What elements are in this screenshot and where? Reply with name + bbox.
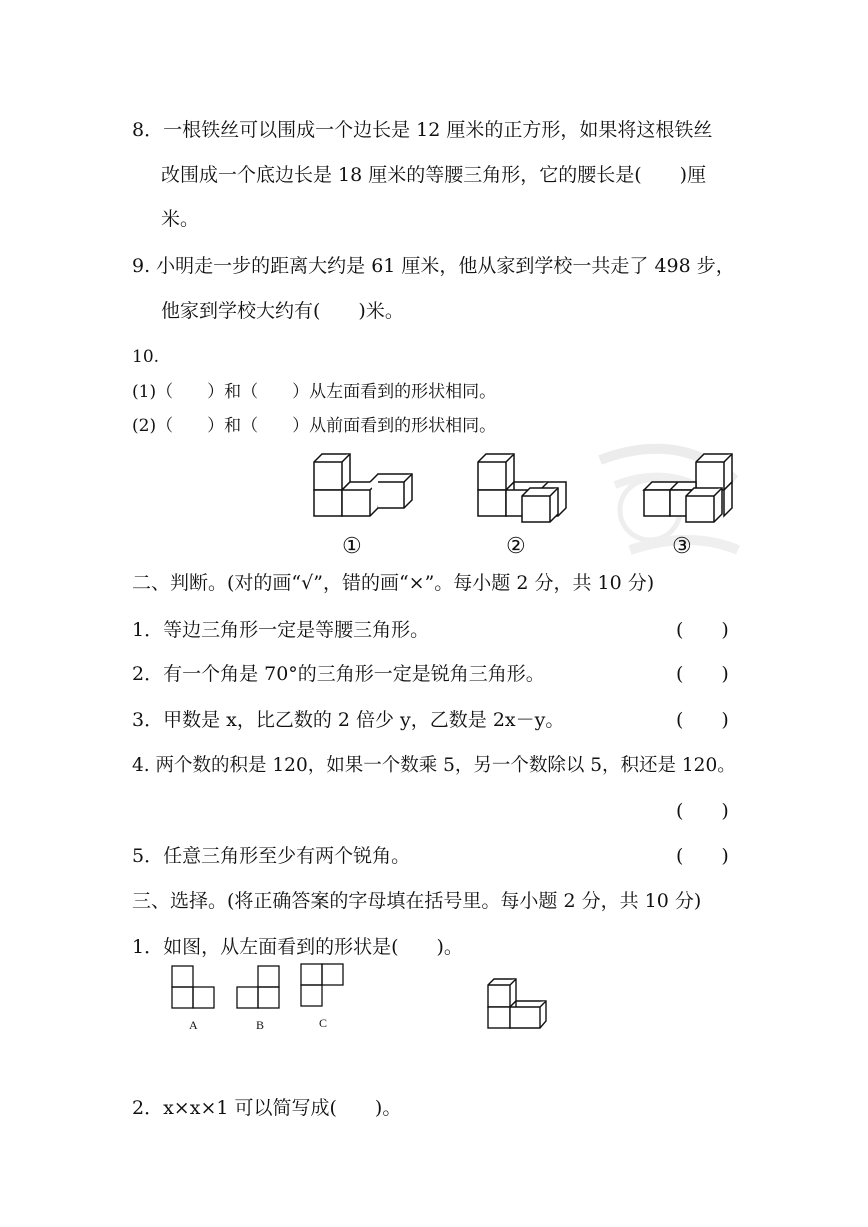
judge-item-3: 3．甲数是 x，比乙数的 2 倍少 y，乙数是 2x－y。 bbox=[132, 709, 565, 731]
question-8-line-2: 改围成一个底边长是 18 厘米的等腰三角形，它的腰长是( )厘 bbox=[161, 164, 707, 186]
question-10-part-1: (1)（ ）和（ ）从左面看到的形状相同。 bbox=[132, 382, 497, 402]
judge-item-1: 1．等边三角形一定是等腰三角形。 bbox=[132, 619, 430, 641]
option-a-label[interactable]: A bbox=[189, 1018, 198, 1032]
question-9-line-1: 9. 小明走一步的距离大约是 61 厘米，他从家到学校一共走了 498 步， bbox=[132, 255, 735, 277]
question-10-number: 10. bbox=[132, 347, 160, 367]
section-2-heading: 二、判断。(对的画“√”，错的画“×”。每小题 2 分，共 10 分) bbox=[132, 572, 655, 594]
question-8-line-3: 米。 bbox=[161, 208, 200, 230]
figure-label-1: ① bbox=[342, 534, 362, 559]
cube-figure-3 bbox=[642, 452, 734, 524]
cube-figure-1 bbox=[312, 452, 416, 518]
option-c-label[interactable]: C bbox=[319, 1016, 328, 1030]
judge-item-2: 2．有一个角是 70°的三角形一定是锐角三角形。 bbox=[132, 663, 545, 685]
option-a-shape bbox=[171, 965, 217, 1009]
choice-question-1: 1．如图，从左面看到的形状是( )。 bbox=[132, 936, 463, 958]
figure-label-3: ③ bbox=[672, 534, 692, 559]
judge-answer-1[interactable]: ( ) bbox=[676, 619, 729, 641]
question-9-line-2: 他家到学校大约有( )米。 bbox=[161, 300, 404, 322]
choice-question-1-figure bbox=[486, 977, 552, 1031]
judge-item-4: 4. 两个数的积是 120，如果一个数乘 5，另一个数除以 5，积还是 120。 bbox=[132, 755, 736, 776]
judge-answer-5[interactable]: ( ) bbox=[676, 845, 729, 867]
question-8-line-1: 8．一根铁丝可以围成一个边长是 12 厘米的正方形，如果将这根铁丝 bbox=[132, 119, 713, 141]
judge-item-5: 5．任意三角形至少有两个锐角。 bbox=[132, 845, 411, 867]
cube-figure-2 bbox=[476, 452, 570, 524]
judge-answer-3[interactable]: ( ) bbox=[676, 709, 729, 731]
option-b-shape bbox=[236, 965, 282, 1009]
question-10-part-2: (2)（ ）和（ ）从前面看到的形状相同。 bbox=[132, 416, 497, 436]
option-b-label[interactable]: B bbox=[256, 1018, 265, 1032]
choice-question-2: 2．x×x×1 可以简写成( )。 bbox=[132, 1097, 402, 1119]
judge-answer-2[interactable]: ( ) bbox=[676, 663, 729, 685]
option-c-shape bbox=[300, 963, 346, 1007]
section-3-heading: 三、选择。(将正确答案的字母填在括号里。每小题 2 分，共 10 分) bbox=[132, 890, 702, 912]
figure-label-2: ② bbox=[506, 534, 526, 559]
judge-answer-4[interactable]: ( ) bbox=[676, 800, 729, 822]
